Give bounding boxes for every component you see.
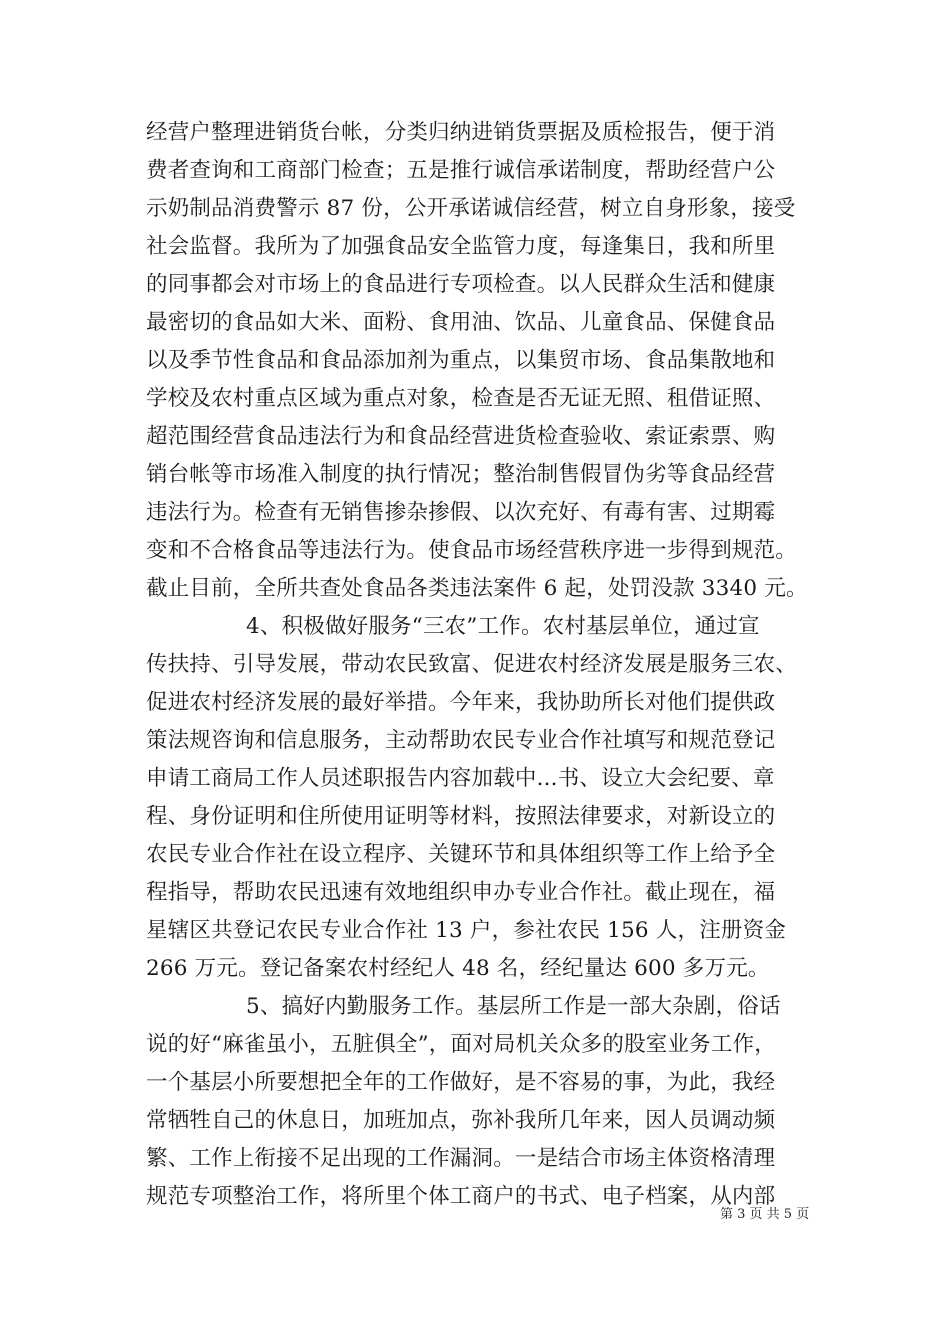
text-line: 常牺牲自己的休息日，加班加点，弥补我所几年来，因人员调动频 [146,1108,776,1133]
text-line: 违法行为。检查有无销售掺杂掺假、以次充好、有毒有害、过期霉 [146,500,776,525]
text-line: 超范围经营食品违法行为和食品经营进货检查验收、索证索票、购 [146,424,776,449]
text-line: 社会监督。我所为了加强食品安全监管力度，每逢集日，我和所里 [146,234,776,259]
text-line: 费者查询和工商部门检查；五是推行诚信承诺制度，帮助经营户公 [146,158,776,183]
text-line: 示奶制品消费警示 87 份，公开承诺诚信经营，树立自身形象，接受 [146,196,796,221]
text-line: 的同事都会对市场上的食品进行专项检查。以人民群众生活和健康 [146,272,776,297]
text-line: 以及季节性食品和食品添加剂为重点，以集贸市场、食品集散地和 [146,348,776,373]
text-line: 一个基层小所要想把全年的工作做好，是不容易的事，为此，我经 [146,1070,776,1095]
text-line: 学校及农村重点区域为重点对象，检查是否无证无照、租借证照、 [146,386,776,411]
text-line: 销台帐等市场准入制度的执行情况；整治制售假冒伪劣等食品经营 [146,462,776,487]
text-line: 说的好“麻雀虽小，五脏俱全”，面对局机关众多的股室业务工作， [146,1032,776,1057]
text-line: 程、身份证明和住所使用证明等材料，按照法律要求，对新设立的 [146,804,776,829]
text-line: 变和不合格食品等违法行为。使食品市场经营秩序进一步得到规范。 [146,538,798,563]
text-line: 策法规咨询和信息服务，主动帮助农民专业合作社填写和规范登记 [146,728,776,753]
text-line: 繁、工作上衔接不足出现的工作漏洞。一是结合市场主体资格清理 [146,1146,776,1171]
text-line: 传扶持、引导发展，带动农民致富、促进农村经济发展是服务三农、 [146,652,798,677]
text-line: 最密切的食品如大米、面粉、食用油、饮品、儿童食品、保健食品 [146,310,776,335]
text-line: 星辖区共登记农民专业合作社 13 户，参社农民 156 人，注册资金 [146,918,787,943]
paragraph-4-first-line: 4、积极做好服务“三农”工作。农村基层单位，通过宣 [246,614,760,639]
text-line: 申请工商局工作人员述职报告内容加载中...书、设立大会纪要、章 [146,766,775,791]
text-line: 程指导，帮助农民迅速有效地组织申办专业合作社。截止现在，福 [146,880,776,905]
paragraph-5-first-line: 5、搞好内勤服务工作。基层所工作是一部大杂剧，俗话 [246,994,781,1019]
text-line: 截止目前，全所共查处食品各类违法案件 6 起，处罚没款 3340 元。 [146,576,808,601]
page-number-footer: 第 3 页 共 5 页 [720,1207,810,1222]
text-line: 促进农村经济发展的最好举措。今年来，我协助所长对他们提供政 [146,690,776,715]
text-line: 规范专项整治工作，将所里个体工商户的书式、电子档案，从内部 [146,1184,776,1209]
text-line: 经营户整理进销货台帐，分类归纳进销货票据及质检报告，便于消 [146,120,776,145]
text-line: 266 万元。登记备案农村经纪人 48 名，经纪量达 600 多万元。 [146,956,770,981]
text-line: 农民专业合作社在设立程序、关键环节和具体组织等工作上给予全 [146,842,776,867]
